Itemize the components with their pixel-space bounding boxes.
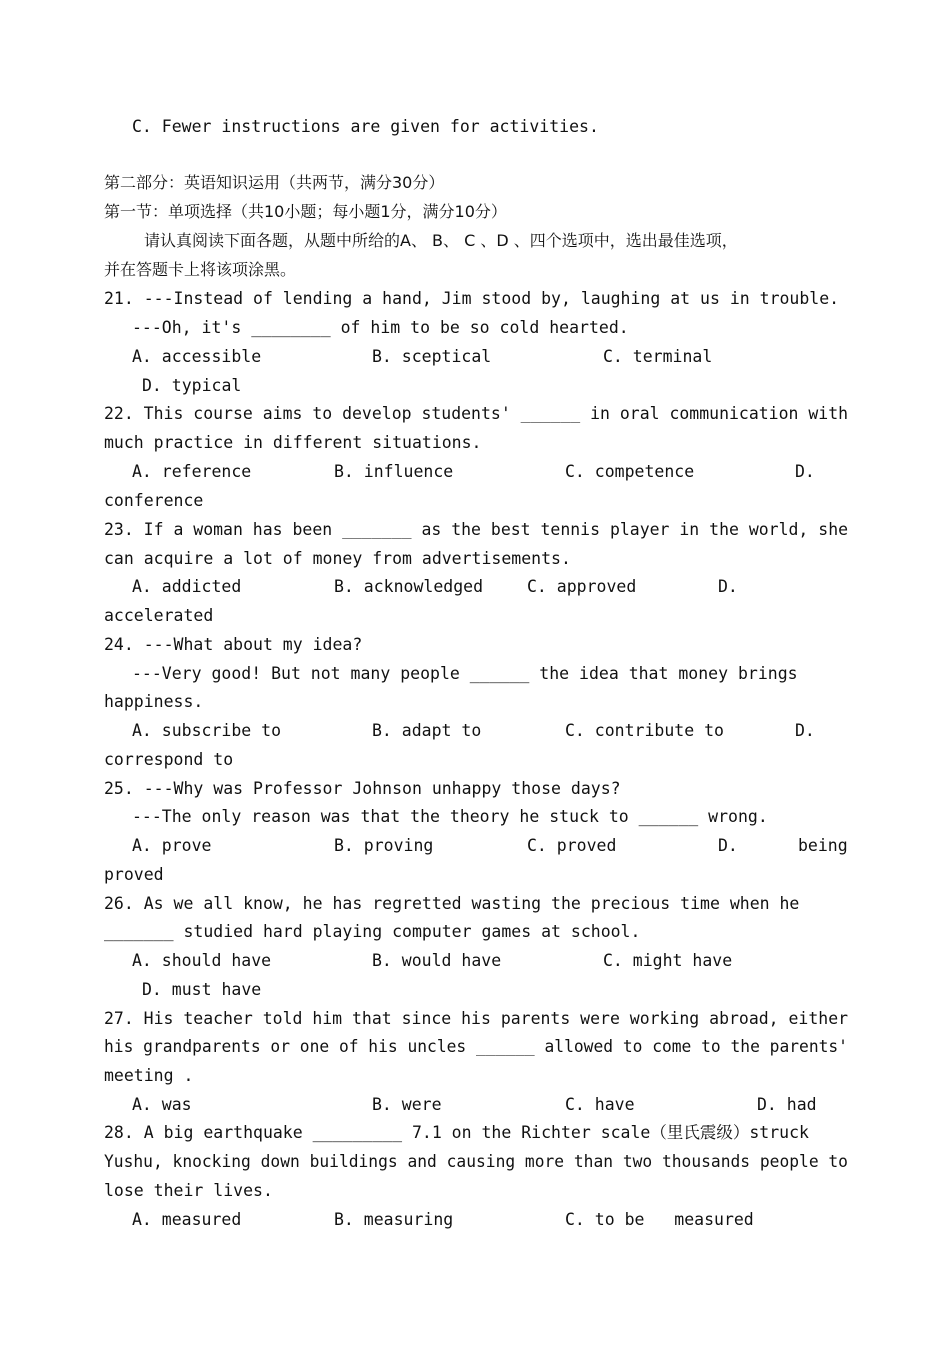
q25-stem-line-1: 25. ---Why was Professor Johnson unhappy those days? — [104, 779, 621, 798]
instruction-line-2: 并在答题卡上将该项涂黑。 — [104, 260, 297, 279]
part-title: 第二部分：英语知识运用（共两节，满分30分） — [104, 173, 445, 192]
q28-option-b: B. measuring — [334, 1210, 454, 1229]
q22-stem-line-2: much practice in different situations. — [104, 433, 482, 452]
q26-option-a: A. should have — [132, 951, 272, 970]
q26-option-c: C. might have — [603, 951, 733, 970]
q23-stem-line-2: can acquire a lot of money from advertisements. — [104, 549, 571, 568]
q26-stem-line-2: _______ studied hard playing computer games at school. — [104, 922, 641, 941]
q27-option-d: D. had — [757, 1095, 817, 1114]
q27-stem-line-3: meeting . — [104, 1066, 194, 1085]
q21-option-c: C. terminal — [603, 347, 713, 366]
q23-option-b: B. acknowledged — [334, 577, 484, 596]
q27-option-b: B. were — [372, 1095, 442, 1114]
q28-stem-line-1: 28. A big earthquake _________ 7.1 on the Richter scale（里氏震级）struck — [104, 1123, 809, 1142]
q28-stem-line-3: lose their lives. — [104, 1181, 273, 1200]
instruction-line-1: 请认真阅读下面各题，从题中所给的A、 B、 C 、D 、四个选项中，选出最佳选项， — [144, 231, 738, 250]
q27-stem-line-1: 27. His teacher told him that since his parents were working abroad, either — [104, 1009, 849, 1028]
q25-option-b: B. proving — [334, 836, 434, 855]
q23-stem-line-1: 23. If a woman has been _______ as the best tennis player in the world, she — [104, 520, 849, 539]
q25-option-d-text: proved — [104, 865, 164, 884]
q24-option-b: B. adapt to — [372, 721, 482, 740]
q25-option-c: C. proved — [527, 836, 617, 855]
q21-option-d: D. typical — [142, 376, 242, 395]
q23-option-d-label: D. — [718, 577, 738, 596]
q27-stem-line-2: his grandparents or one of his uncles ______ allowed to come to the parents' — [104, 1037, 848, 1056]
q21-option-b: B. sceptical — [372, 347, 492, 366]
q26-option-d: D. must have — [142, 980, 262, 999]
q26-stem-line-1: 26. As we all know, he has regretted wasting the precious time when he — [104, 894, 800, 913]
q24-stem-line-2: ---Very good! But not many people ______ the idea that money brings — [132, 664, 798, 683]
q21-option-a: A. accessible — [132, 347, 262, 366]
q22-option-c: C. competence — [565, 462, 695, 481]
q25-stem-line-2: ---The only reason was that the theory he stuck to ______ wrong. — [132, 807, 768, 826]
q23-option-c: C. approved — [527, 577, 637, 596]
q28-option-a: A. measured — [132, 1210, 242, 1229]
q24-stem-line-1: 24. ---What about my idea? — [104, 635, 363, 654]
q27-option-c: C. have — [565, 1095, 635, 1114]
q22-option-a: A. reference — [132, 462, 252, 481]
q22-option-d-label: D. — [795, 462, 815, 481]
q24-stem-line-3: happiness. — [104, 692, 204, 711]
q22-option-d-text: conference — [104, 491, 204, 510]
q22-option-b: B. influence — [334, 462, 454, 481]
q25-option-d-word: being — [798, 836, 848, 855]
q23-option-a: A. addicted — [132, 577, 242, 596]
q27-option-a: A. was — [132, 1095, 192, 1114]
q25-option-a: A. prove — [132, 836, 212, 855]
q21-stem-line-2: ---Oh, it's ________ of him to be so cold hearted. — [132, 318, 629, 337]
section-title: 第一节：单项选择（共10小题；每小题1分，满分10分） — [104, 202, 507, 221]
q23-option-d-text: accelerated — [104, 606, 214, 625]
q24-option-d-text: correspond to — [104, 750, 234, 769]
q28-stem-line-2: Yushu, knocking down buildings and causing more than two thousands people to — [104, 1152, 848, 1171]
q24-option-a: A. subscribe to — [132, 721, 282, 740]
q25-option-d-label: D. — [718, 836, 738, 855]
q28-option-c: C. to be measured — [565, 1210, 754, 1229]
q24-option-c: C. contribute to — [565, 721, 724, 740]
q26-option-b: B. would have — [372, 951, 502, 970]
q22-stem-line-1: 22. This course aims to develop students' ______ in oral communication with — [104, 404, 849, 423]
prev-question-option-c: C. Fewer instructions are given for activities. — [132, 117, 599, 136]
q21-stem-line-1: 21. ---Instead of lending a hand, Jim stood by, laughing at us in trouble. — [104, 289, 840, 308]
q24-option-d-label: D. — [795, 721, 815, 740]
